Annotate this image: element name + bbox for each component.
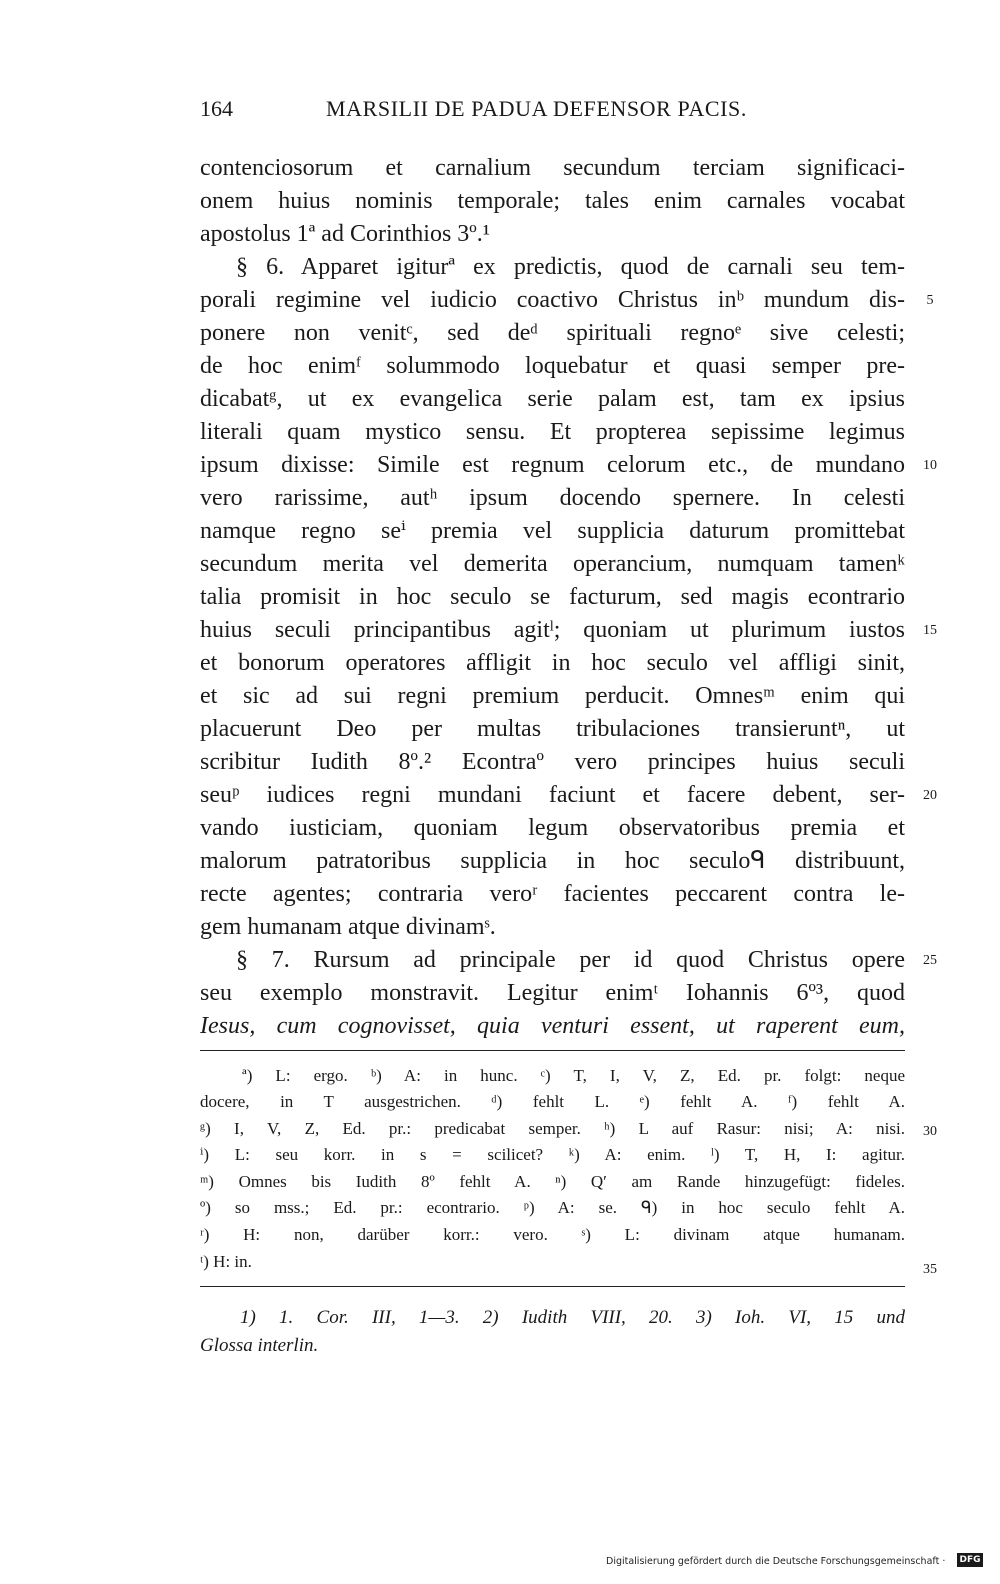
body-line: dicabatᵍ, ut ex evangelica serie palam est, tam ex ipsius <box>200 386 905 412</box>
digitization-credit: Digitalisierung gefördert durch die Deutsche Forschungsgemeinschaft · <box>606 1556 946 1567</box>
body-line: vando iusticiam, quoniam legum observatoribus premia et <box>200 815 905 841</box>
line-number: 10 <box>923 458 937 473</box>
apparatus-line: ᵐ) Omnes bis Iudith 8º fehlt A. ⁿ) Q′ am Rande hinzugefügt: fideles. <box>200 1172 905 1191</box>
apparatus-line: docere, in T ausgestrichen. ᵈ) fehlt L. ᵉ) fehlt A. ᶠ) fehlt A. <box>200 1092 905 1111</box>
line-number: 20 <box>923 788 937 803</box>
body-line: namque regno seⁱ premia vel supplicia daturum promittebat <box>200 518 905 544</box>
body-line: malorum patratoribus supplicia in hoc seculoᑫ distribuunt, <box>200 848 905 874</box>
body-line: contenciosorum et carnalium secundum terciam significaci- <box>200 155 905 181</box>
body-line: vero rarissime, autʰ ipsum docendo spernere. In celesti <box>200 485 905 511</box>
body-line: onem huius nominis temporale; tales enim carnales vocabat <box>200 188 905 214</box>
body-line: ponere non venitᶜ, sed deᵈ spirituali regnoᵉ sive celesti; <box>200 320 905 346</box>
running-title: MARSILII DE PADUA DEFENSOR PACIS. <box>326 96 747 121</box>
body-line: talia promisit in hoc seculo se facturum, sed magis econtrario <box>200 584 905 610</box>
body-line: gem humanam atque divinamˢ. <box>200 914 496 940</box>
body-line-paragraph-start: § 6. Apparet igiturª ex predictis, quod de carnali seu tem- <box>236 254 905 280</box>
body-line: et sic ad sui regni premium perducit. Omnesᵐ enim qui <box>200 683 905 709</box>
body-line: Iesus, cum cognovisset, quia venturi essent, ut raperent eum, <box>200 1013 905 1039</box>
page-number: 164 <box>200 96 233 121</box>
body-line: apostolus 1ª ad Corinthios 3º.¹ <box>200 221 490 247</box>
apparatus-line: ⁱ) L: seu korr. in s = scilicet? ᵏ) A: enim. ˡ) T, H, I: agitur. <box>200 1145 905 1164</box>
line-number: 25 <box>923 953 937 968</box>
body-line: scribitur Iudith 8º.² Econtraº vero principes huius seculi <box>200 749 905 775</box>
body-line: huius seculi principantibus agitˡ; quoniam ut plurimum iustos <box>200 617 905 643</box>
apparatus-line: º) so mss.; Ed. pr.: econtrario. ᵖ) A: se. ᑫ) in hoc seculo fehlt A. <box>200 1198 905 1217</box>
body-line: seuᵖ iudices regni mundani faciunt et facere debent, ser- <box>200 782 905 808</box>
body-line: porali regimine vel iudicio coactivo Christus inᵇ mundum dis- <box>200 287 905 313</box>
line-number: 5 <box>926 293 934 308</box>
body-line: recte agentes; contraria veroʳ facientes peccarent contra le- <box>200 881 905 907</box>
apparatus-line: ᵍ) I, V, Z, Ed. pr.: predicabat semper. ʰ) L auf Rasur: nisi; A: nisi. <box>200 1119 905 1138</box>
line-number: 30 <box>923 1124 937 1139</box>
source-note-line: Glossa interlin. <box>200 1335 319 1356</box>
page-header <box>200 96 905 130</box>
body-line: ipsum dixisse: Simile est regnum celorum etc., de mundano <box>200 452 905 478</box>
body-line: et bonorum operatores affligit in hoc seculo vel affligi sinit, <box>200 650 905 676</box>
line-number: 15 <box>923 623 937 638</box>
source-notes-divider <box>200 1286 905 1287</box>
apparatus-line: ʳ) H: non, darüber korr.: vero. ˢ) L: divinam atque humanam. <box>200 1225 905 1244</box>
body-line: secundum merita vel demerita operancium, numquam tamenᵏ <box>200 551 905 577</box>
apparatus-line: ª) L: ergo. ᵇ) A: in hunc. ᶜ) T, I, V, Z, Ed. pr. folgt: neque <box>242 1066 905 1085</box>
dfg-logo: DFG <box>957 1553 983 1567</box>
apparatus-line: ᵗ) H: in. <box>200 1252 252 1271</box>
body-line: seu exemplo monstravit. Legitur enimᵗ Iohannis 6º³, quod <box>200 980 905 1006</box>
source-note-line: 1) 1. Cor. III, 1—3. 2) Iudith VIII, 20. 3) Ioh. VI, 15 und <box>240 1307 905 1328</box>
body-line: placuerunt Deo per multas tribulaciones transieruntⁿ, ut <box>200 716 905 742</box>
apparatus-divider <box>200 1050 905 1051</box>
body-line: de hoc enimᶠ solummodo loquebatur et quasi semper pre- <box>200 353 905 379</box>
body-line-paragraph-start: § 7. Rursum ad principale per id quod Christus opere <box>236 947 905 973</box>
body-line: literali quam mystico sensu. Et propterea sepissime legimus <box>200 419 905 445</box>
line-number: 35 <box>923 1262 937 1277</box>
